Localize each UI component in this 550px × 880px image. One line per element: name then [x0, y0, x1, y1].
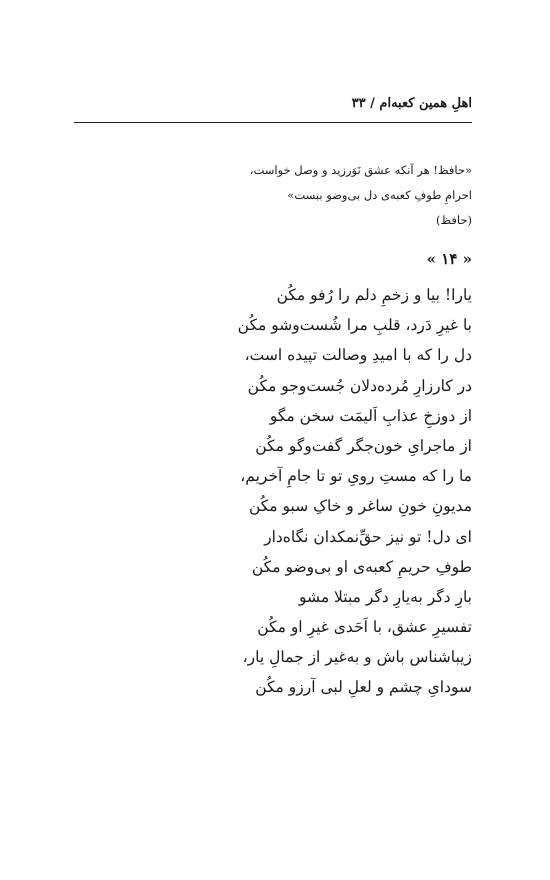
- epigraph: [74, 158, 472, 233]
- poem-line: زیباشناس باش و به‌غیر از جمالِ یار،: [242, 648, 472, 667]
- epigraph-line: احرامِ طوفِ کعبه‌ی دل بی‌وضو ببست»: [287, 188, 472, 202]
- poem-line: تفسیرِ عشق، با اَحَدی غیرِ او مکُن: [257, 618, 472, 637]
- poem-line: دل را که با امیدِ وصالت تپیده است،: [244, 346, 472, 365]
- poem-line: در کارزارِ مُرده‌دلان جُست‌وجو مکُن: [247, 376, 472, 395]
- poem-line: یارا! بیا و زخمِ دلم را رُفو مکُن: [276, 286, 472, 304]
- epigraph-line: «حافظ! هر آنکه عشق نَوَرزید و وصل خواست،: [249, 163, 472, 177]
- poem-line: بارِ دگر به‌یارِ دگر مبتلا مشو: [298, 587, 472, 606]
- poem-line: با غیرِ دَرد، قلبِ مرا شُست‌وشو مکُن: [237, 316, 472, 335]
- poem-line: طوفِ حریمِ کعبه‌ی او بی‌وضو مکُن: [251, 557, 472, 576]
- poem-line: مدیونِ خونِ ساغر و خاکِ سبو مکُن: [248, 497, 472, 516]
- running-head: اهلِ همین کعبه‌ام / ۳۳: [351, 96, 472, 111]
- page-header: [74, 92, 472, 123]
- poem-line: از ماجرایِ خون‌جگر گفت‌وگو مکُن: [255, 436, 472, 455]
- poem-line: از دوزخِ عذابِ اَلیمَت سخن مگو: [269, 406, 472, 425]
- poem-line: ای دل! تو نیز حقِّ‌نمکدان نگاه‌دار: [264, 527, 472, 546]
- poem-line: سودایِ چشم و لعلِ لبی آرزو مکُن: [255, 678, 472, 697]
- epigraph-attribution: (حافظ): [436, 213, 472, 227]
- poem-number: « ۱۴ »: [426, 250, 472, 268]
- poem-line: ما را که مستِ رویِ تو تا جامِ آخریم،: [240, 467, 472, 486]
- poem-body: [74, 280, 472, 703]
